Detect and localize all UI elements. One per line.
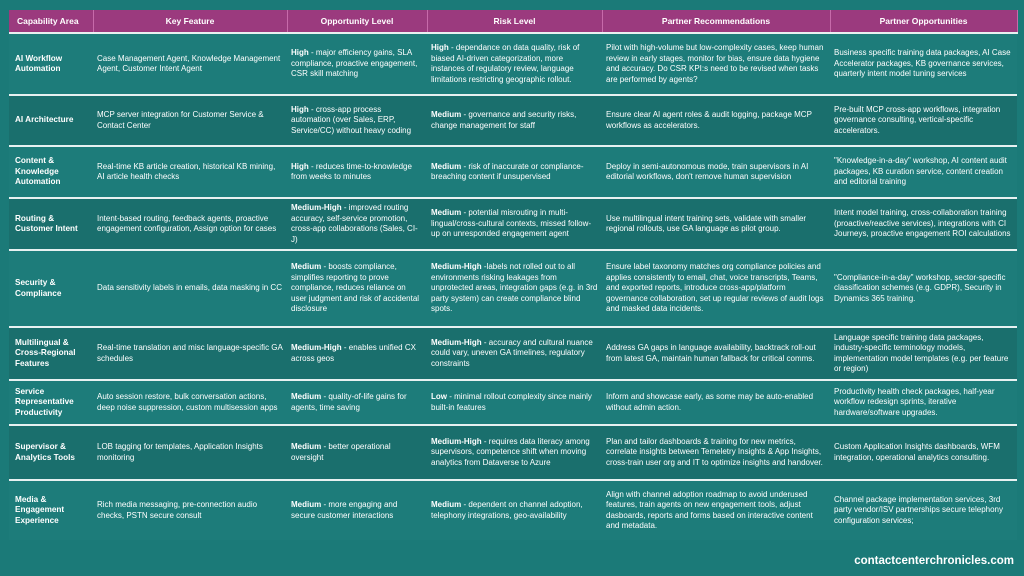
risk-text: - potential misrouting in multi-lingual/cross-cultural contexts, missed follow-up on unresponded engagement agent xyxy=(431,208,592,239)
opportunity-cell xyxy=(287,146,427,198)
capability-table xyxy=(9,10,1018,540)
header-opportunity-level: Opportunity Level xyxy=(287,10,427,33)
risk-cell xyxy=(427,425,602,480)
table-header-row xyxy=(9,10,1017,33)
capability-area-cell: AI Architecture xyxy=(9,95,93,146)
header-risk-level: Risk Level xyxy=(427,10,602,33)
recommendation-cell: Align with channel adoption roadmap to avoid underused features, train agents on new engagement tools, adjust dasboards, reports and forms based on interactive content and metadata. xyxy=(602,480,830,540)
risk-text: - accuracy and cultural nuance could vary, uneven GA timelines, regulatory constraints xyxy=(431,337,593,368)
table-row xyxy=(9,327,1017,380)
opportunity-level: High xyxy=(291,104,309,114)
opportunity-level: High xyxy=(291,48,309,58)
recommendation-cell: Ensure clear AI agent roles & audit logging, package MCP workflows as accelerators. xyxy=(602,95,830,146)
opportunity-cell xyxy=(287,425,427,480)
opportunity-cell xyxy=(287,95,427,146)
risk-cell xyxy=(427,198,602,250)
opportunity-text: - cross-app process automation (over Sales, ERP, Service/CC) without heavy coding xyxy=(291,104,412,135)
risk-level: Low xyxy=(431,392,447,401)
opportunity-text: - boosts compliance, simplifies reporting to prove compliance, reduces reliance on user judgment and risk of accidental disclosure xyxy=(291,262,420,314)
opportunity-level: Medium xyxy=(291,442,322,451)
risk-text: - requires data literacy among supervisors, competence shift when moving analytics from Dataverse to Azure xyxy=(431,436,590,467)
opportunity-cell xyxy=(287,33,427,95)
header-key-feature: Key Feature xyxy=(93,10,287,33)
opportunity-text: - quality-of-life gains for agents, time saving xyxy=(291,392,407,412)
table-row xyxy=(9,250,1017,327)
key-feature-cell: Intent-based routing, feedback agents, proactive engagement configuration, Assign option for cases xyxy=(93,198,287,250)
recommendation-cell: Ensure label taxonomy matches org compliance policies and applies consistently to email, chat, voice transcripts, Teams, and exported reports, introduce cross-app/platform governance collaboration, set up regular reviews of audit logs and masked data incidents. xyxy=(602,250,830,327)
opportunity-text: - improved routing accuracy, self-service promotion, cross-app collaborations (Sales, CI-J) xyxy=(291,203,418,244)
opportunity-level: Medium xyxy=(291,500,322,509)
risk-text: - dependent on channel adoption, telephony integrations, geo-availability xyxy=(431,500,583,520)
key-feature-cell: Real-time translation and misc language-specific GA schedules xyxy=(93,327,287,380)
opportunity-cell xyxy=(287,380,427,425)
table-row xyxy=(9,95,1017,146)
table-row xyxy=(9,425,1017,480)
risk-cell xyxy=(427,327,602,380)
risk-text: - risk of inaccurate or compliance-breaching content if unsupervised xyxy=(431,161,584,181)
partner-opportunity-cell: Business specific training data packages, AI Case Accelerator packages, KB governance services, quarterly intent model tuning services xyxy=(830,33,1017,95)
opportunity-cell xyxy=(287,198,427,250)
risk-cell xyxy=(427,250,602,327)
key-feature-cell: LOB tagging for templates, Application Insights monitoring xyxy=(93,425,287,480)
table-row xyxy=(9,198,1017,250)
opportunity-cell xyxy=(287,480,427,540)
recommendation-cell: Inform and showcase early, as some may be auto-enabled without admin action. xyxy=(602,380,830,425)
recommendation-cell: Pilot with high-volume but low-complexity cases, keep human review in early stages, monitor for bias, ensure data hygiene and accuracy. Do CSR KPI:s need to be revised when tasks are performed by agents? xyxy=(602,33,830,95)
table-row xyxy=(9,33,1017,95)
key-feature-cell: Data sensitivity labels in emails, data masking in CC xyxy=(93,250,287,327)
partner-opportunity-cell: "Knowledge-in-a-day" workshop, AI content audit packages, KB curation service, content creation and editorial training xyxy=(830,146,1017,198)
risk-text: -labels not rolled out to all environments risking leakages from unprotected areas, integration gaps (e.g. in 3rd party system) can create compliance blind spots. xyxy=(431,262,598,314)
recommendation-cell: Use multilingual intent training sets, validate with smaller regional rollouts, use GA language as pilot group. xyxy=(602,198,830,250)
partner-opportunity-cell: Productivity health check packages, half-year workflow redesign sprints, iterative hardware/software upgrades. xyxy=(830,380,1017,425)
risk-level: Medium-High xyxy=(431,262,482,272)
partner-opportunity-cell: "Compliance-in-a-day" workshop, sector-specific classification schemes (e.g. GDPR), Security in Dynamics 365 training. xyxy=(830,250,1017,327)
recommendation-cell: Address GA gaps in language availability, backtrack roll-out from latest GA, maintain human fallback for critical comms. xyxy=(602,327,830,380)
partner-opportunity-cell: Language specific training data packages, industry-specific terminology models, implementation model templates (e.g. per feature or region) xyxy=(830,327,1017,380)
header-partner-recommendations: Partner Recommendations xyxy=(602,10,830,33)
risk-text: - dependance on data quality, risk of biased AI-driven categorization, more instances of regulatory review, language limitations restricting geographic rollout. xyxy=(431,43,580,84)
header-capability-area: Capability Area xyxy=(9,10,93,33)
key-feature-cell: Rich media messaging, pre-connection audio checks, PSTN secure consult xyxy=(93,480,287,540)
opportunity-level: Medium xyxy=(291,392,322,401)
risk-level: Medium xyxy=(431,110,462,119)
risk-cell xyxy=(427,146,602,198)
capability-area-cell: Service Representative Productivity xyxy=(9,380,93,425)
table-row xyxy=(9,146,1017,198)
key-feature-cell: MCP server integration for Customer Service & Contact Center xyxy=(93,95,287,146)
recommendation-cell: Deploy in semi-autonomous mode, train supervisors in AI editorial workflows, don't remove human supervision xyxy=(602,146,830,198)
risk-cell xyxy=(427,480,602,540)
opportunity-text: - more engaging and secure customer interactions xyxy=(291,500,398,520)
partner-opportunity-cell: Pre-built MCP cross-app workflows, integration governance consulting, vertical-specific accelerators. xyxy=(830,95,1017,146)
key-feature-cell: Auto session restore, bulk conversation actions, deep noise suppression, custom multisession apps xyxy=(93,380,287,425)
key-feature-cell: Case Management Agent, Knowledge Management Agent, Customer Intent Agent xyxy=(93,33,287,95)
recommendation-cell: Plan and tailor dashboards & training for new metrics, correlate insights between Temeletry Insights & App Insights, cross-train user org and IT to optimize insights and handover. xyxy=(602,425,830,480)
capability-area-cell: Multilingual & Cross-Regional Features xyxy=(9,327,93,380)
capability-area-cell: AI Workflow Automation xyxy=(9,33,93,95)
table-row xyxy=(9,380,1017,425)
header-partner-opportunities: Partner Opportunities xyxy=(830,10,1017,33)
opportunity-text: - enables unified CX across geos xyxy=(291,343,416,363)
capability-area-cell: Content & Knowledge Automation xyxy=(9,146,93,198)
site-url: contactcenterchronicles.com xyxy=(854,555,1014,567)
capability-area-cell: Media & Engagement Experience xyxy=(9,480,93,540)
capability-area-cell: Routing & Customer Intent xyxy=(9,198,93,250)
risk-cell xyxy=(427,33,602,95)
risk-level: Medium-High xyxy=(431,436,482,446)
opportunity-level: Medium xyxy=(291,262,322,272)
opportunity-level: Medium-High xyxy=(291,203,342,212)
table-row xyxy=(9,480,1017,540)
opportunity-cell xyxy=(287,327,427,380)
partner-opportunity-cell: Intent model training, cross-collaboration training (proactive/reactive services), integrations with CI Journeys, proactive engagement ROI calculations xyxy=(830,198,1017,250)
opportunity-cell xyxy=(287,250,427,327)
risk-level: Medium xyxy=(431,161,462,171)
key-feature-cell: Real-time KB article creation, historical KB mining, AI article health checks xyxy=(93,146,287,198)
risk-text: - minimal rollout complexity since mainly built-in features xyxy=(431,392,592,412)
capability-area-cell: Security & Compliance xyxy=(9,250,93,327)
opportunity-level: Medium-High xyxy=(291,343,342,352)
risk-text: - governance and security risks, change management for staff xyxy=(431,110,577,130)
partner-opportunity-cell: Custom Application Insights dashboards, WFM integration, operational analytics consulting. xyxy=(830,425,1017,480)
risk-cell xyxy=(427,95,602,146)
risk-cell xyxy=(427,380,602,425)
risk-level: Medium xyxy=(431,500,462,509)
partner-opportunity-cell: Channel package implementation services, 3rd party vendor/ISV partnerships secure telephony configuration services; xyxy=(830,480,1017,540)
opportunity-level: High xyxy=(291,161,309,171)
opportunity-text: - reduces time-to-knowledge from weeks to minutes xyxy=(291,161,412,181)
capability-area-cell: Supervisor & Analytics Tools xyxy=(9,425,93,480)
opportunity-text: - major efficiency gains, SLA compliance, proactive engagement, CSR skill matching xyxy=(291,48,418,79)
risk-level: Medium xyxy=(431,208,462,218)
risk-level: Medium-High xyxy=(431,337,482,347)
opportunity-text: - better operational oversight xyxy=(291,442,391,462)
risk-level: High xyxy=(431,43,449,52)
